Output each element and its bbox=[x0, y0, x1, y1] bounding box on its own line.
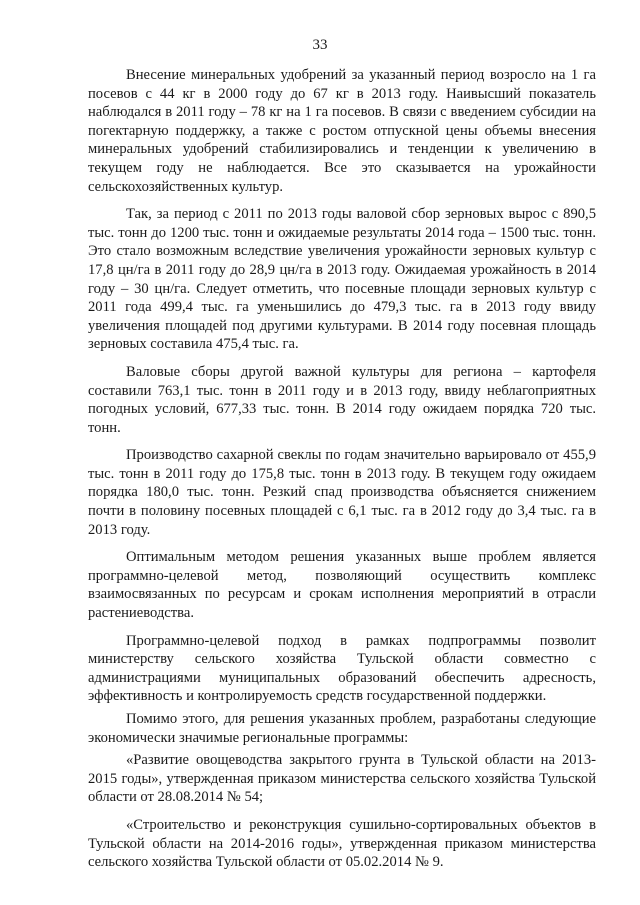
paragraph-fertilizers: Внесение минеральных удобрений за указанный период возросло на 1 га посевов с 44 кг в 2000 году до 67 кг в 2013 году. Наивысший показатель наблюдался в 2011 году – 78 кг на 1 га посевов. В связи с введением субсидии на погектарную поддержку, а также с ростом отпускной цены объемы внесения минеральных удобрений стабилизировались и тенденции к увеличению в текущем году не наблюдается. Все это сказывается на урожайности сельскохозяйственных культур. bbox=[88, 67, 596, 195]
page-number: 33 bbox=[312, 37, 328, 53]
document-body bbox=[88, 66, 596, 872]
list-item-drying-facilities-program: «Строительство и реконструкция сушильно-сортировальных объектов в Тульской области на 2014-2016 годы», утвержденная приказом министерства сельского хозяйства Тульской области от 05.02.2014 № 9. bbox=[88, 816, 596, 871]
paragraph-sugar-beet: Производство сахарной свеклы по годам значительно варьировало от 455,9 тыс. тонн в 2011 году до 175,8 тыс. тонн в 2013 году. В текущем году ожидаем порядка 180,0 тыс. тонн. Резкий спад производства объясняется снижением почти в половину посевных площадей с 6,1 тыс. га в 2012 году до 3,4 тыс. га в 2013 году. bbox=[88, 447, 596, 538]
paragraph-grain-harvest: Так, за период с 2011 по 2013 годы валовой сбор зерновых вырос с 890,5 тыс. тонн до 1200 тыс. тонн и ожидаемые результаты 2014 года – 1500 тыс. тонн. Это стало возможным вследствие увеличения урожайности зерновых культур с 17,8 цн/га в 2011 году до 28,9 цн/га в 2013 году. Ожидаемая урожайность в 2014 году – 30 цн/га. Следует отметить, что посевные площади зерновых культур с 2011 года 499,4 тыс. га уменьшились до 479,3 тыс. га в 2013 году ввиду увеличения площадей под другими культурами. В 2014 году посевная площадь зерновых составила 475,4 тыс. га. bbox=[88, 206, 596, 353]
paragraph-potato-harvest: Валовые сборы другой важной культуры для региона – картофеля составили 763,1 тыс. тонн в 2011 году и в 2013 году, ввиду неблагоприятных погодных условий, 677,33 тыс. тонн. В 2014 году ожидаем порядка 720 тыс. тонн. bbox=[88, 363, 596, 436]
paragraph-optimal-method: Оптимальным методом решения указанных выше проблем является программно-целевой метод, позволяющий осуществить комплекс взаимосвязанных по ресурсам и срокам исполнения мероприятий в отрасли растениеводства. bbox=[88, 549, 596, 622]
paragraph-program-approach: Программно-целевой подход в рамках подпрограммы позволит министерству сельского хозяйства Тульской области совместно с администрациями муниципальных образований обеспечить адресность, эффективность и контролируемость средств государственной поддержки. bbox=[88, 632, 596, 705]
list-item-greenhouse-program: «Развитие овощеводства закрытого грунта в Тульской области на 2013-2015 годы», утвержденная приказом министерства сельского хозяйства Тульской области от 28.08.2014 № 54; bbox=[88, 752, 596, 806]
paragraph-regional-programs-intro: Помимо этого, для решения указанных проблем, разработаны следующие экономически значимые региональные программы: bbox=[88, 711, 596, 746]
